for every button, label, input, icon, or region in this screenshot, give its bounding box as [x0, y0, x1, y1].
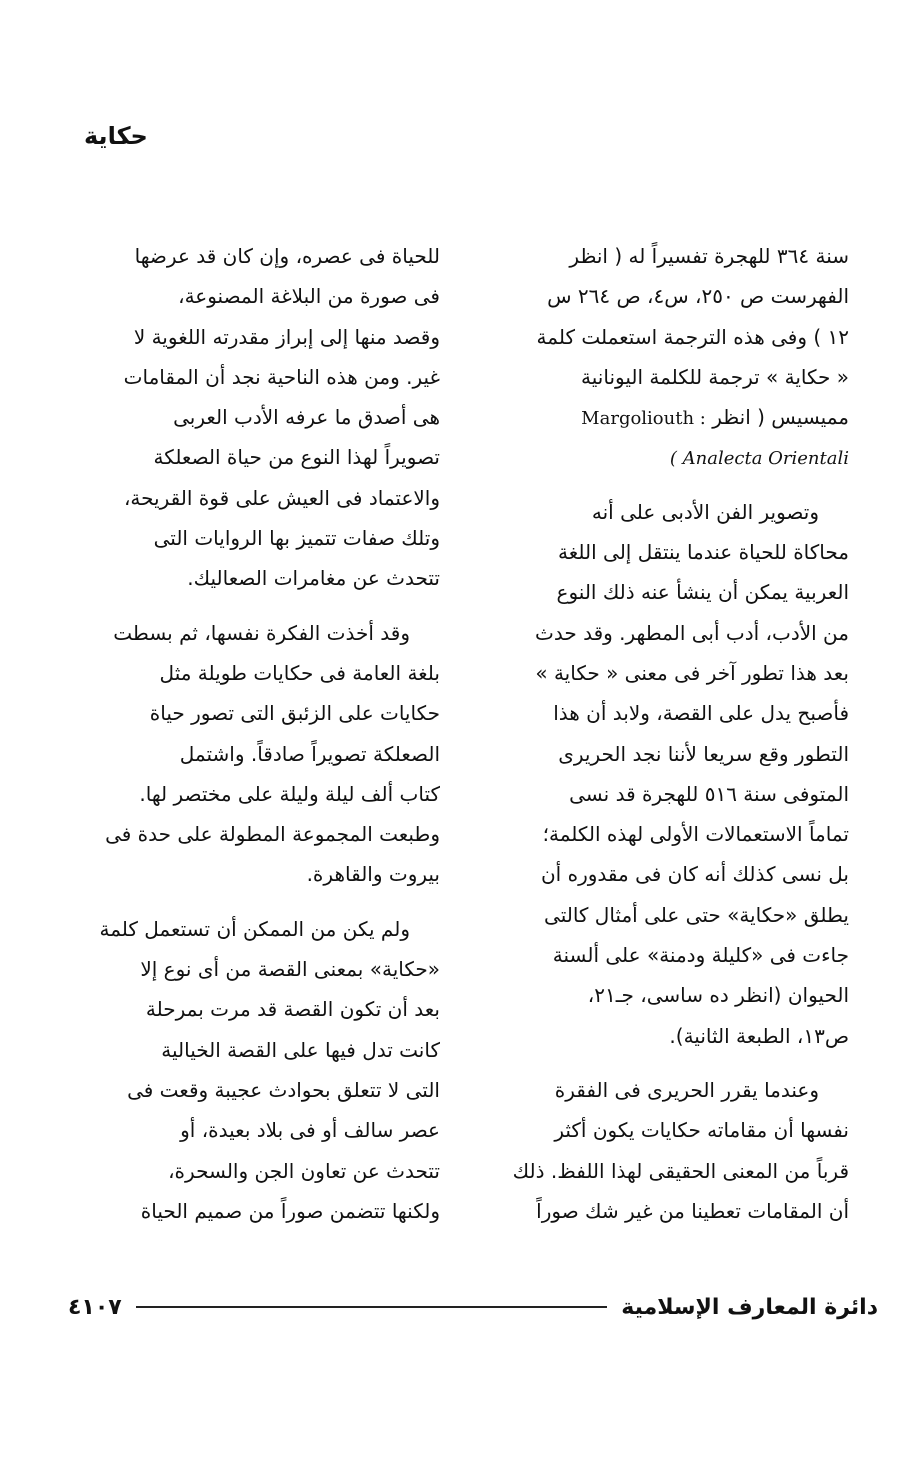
paragraph [483, 236, 849, 478]
text-line: فأصبح يدل على القصة، ولابد أن هذا [553, 701, 849, 726]
footer-rule [136, 1306, 608, 1308]
text-line: وطبعت المجموعة المطولة على حدة فى [105, 822, 440, 847]
text-line: تماماً الاستعمالات الأولى لهذه الكلمة؛ [542, 822, 849, 847]
text-line: الصعلكة تصويراً صادقاً. واشتمل [179, 741, 440, 766]
encyclopedia-title: دائرة المعارف الإسلامية [621, 1294, 878, 1320]
text-line: كانت تدل فيها على القصة الخيالية [161, 1037, 440, 1062]
text-line: أن المقامات تعطينا من غير شك صوراً [536, 1198, 849, 1223]
text-line: غير. ومن هذه الناحية نجد أن المقامات [123, 364, 440, 389]
text-line: وتصوير الفن الأدبى على أنه [591, 499, 819, 524]
text-fragment: مميسيس ( انظر [712, 405, 849, 430]
text-line: بعد هذا تطور آخر فى معنى « حكاية » [535, 660, 849, 685]
text-line: محاكاة للحياة عندما ينتقل إلى اللغة [558, 540, 849, 565]
paragraph [74, 236, 440, 599]
text-line: ولكنها تتضمن صوراً من صميم الحياة [140, 1198, 440, 1223]
text-line: تتحدث عن مغامرات الصعاليك. [187, 566, 440, 591]
text-line: هى أصدق ما عرفه الأدب العربى [173, 405, 440, 430]
text-line: « حكاية » ترجمة للكلمة اليونانية [581, 364, 849, 389]
text-line: بل نسى كذلك أنه كان فى مقدوره أن [540, 862, 849, 887]
paragraph [483, 1070, 849, 1231]
text-line: المتوفى سنة ٥١٦ للهجرة قد نسى [569, 781, 849, 806]
text-line: فى صورة من البلاغة المصنوعة، [178, 284, 440, 309]
text-line: وتلك صفات تتميز بها الروايات التى [153, 526, 440, 551]
text-line: التى لا تتعلق بحوادث عجيبة وقعت فى [127, 1077, 440, 1102]
text-line: عصر سالف أو فى بلاد بعيدة، أو [180, 1118, 440, 1143]
right-column [483, 236, 849, 1231]
text-line: جاءت فى «كليلة ودمنة» على ألسنة [552, 943, 849, 968]
text-line: ١٢ ) وفى هذه الترجمة استعملت كلمة [536, 324, 849, 349]
text-line: نفسها أن مقاماته حكايات يكون أكثر [554, 1118, 849, 1143]
text-line: حكايات على الزئبق التى تصور حياة [149, 701, 440, 726]
left-column [74, 236, 440, 1231]
text-line: بلغة العامة فى حكايات طويلة مثل [159, 660, 440, 685]
text-line: يطلق «حكاية» حتى على أمثال كالتى [544, 902, 849, 927]
running-title: حكاية [84, 122, 148, 150]
text-line: بعد أن تكون القصة قد مرت بمرحلة [145, 997, 440, 1022]
text-line: للحياة فى عصره، وإن كان قد عرضها [134, 244, 440, 268]
text-line: تصويراً لهذا النوع من حياة الصعلكة [153, 445, 440, 470]
text-line: التطور وقع سريعا لأننا نجد الحريرى [558, 741, 849, 766]
text-line: تتحدث عن تعاون الجن والسحرة، [168, 1158, 440, 1183]
text-line: الفهرست ص ٢٥٠، س٤، ص ٢٦٤ س [547, 284, 849, 309]
text-line: الحيوان (انظر ده ساسى، جـ٢١، [587, 983, 849, 1008]
latin-author: Margoliouth : [581, 408, 706, 430]
text-line: وقصد منها إلى إبراز مقدرته اللغوية لا [133, 324, 440, 349]
text-line: ص١٣، الطبعة الثانية). [669, 1023, 849, 1048]
text-line: من الأدب، أدب أبى المطهر. وقد حدث [535, 620, 849, 645]
paragraph [74, 909, 440, 1231]
text-line [483, 397, 849, 437]
text-line: سنة ٣٦٤ للهجرة تفسيراً له ( انظر [569, 244, 849, 268]
page-footer [68, 1292, 878, 1322]
text-line: وعندما يقرر الحريرى فى الفقرة [554, 1077, 819, 1102]
text-line: العربية يمكن أن ينشأ عنه ذلك النوع [556, 580, 849, 605]
latin-title: ( Analecta Orientali [669, 448, 849, 470]
paragraph [74, 613, 440, 895]
text-line: بيروت والقاهرة. [306, 862, 440, 887]
page-number: ٤١٠٧ [68, 1294, 122, 1320]
text-line [483, 437, 849, 477]
paragraph [483, 492, 849, 1056]
text-line: وقد أخذت الفكرة نفسها، ثم بسطت [113, 620, 410, 645]
text-line: والاعتماد فى العيش على قوة القريحة، [123, 485, 440, 510]
text-line: كتاب ألف ليلة وليلة على مختصر لها. [139, 781, 440, 806]
text-line: قرباً من المعنى الحقيقى لهذا اللفظ. ذلك [512, 1158, 849, 1183]
text-line: ولم يكن من الممكن أن تستعمل كلمة [99, 916, 410, 941]
text-line: «حكاية» بمعنى القصة من أى نوع إلا [140, 957, 440, 982]
